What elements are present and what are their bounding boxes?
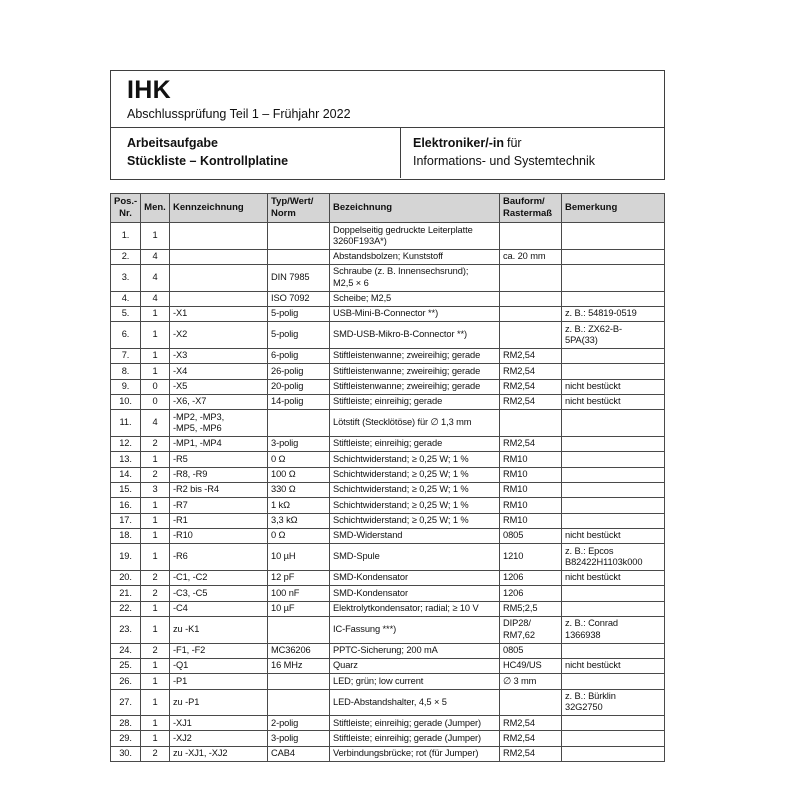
table-cell-bauform-rastermass: RM10 bbox=[500, 467, 562, 482]
exam-subtitle: Abschlussprüfung Teil 1 – Frühjahr 2022 bbox=[127, 106, 351, 121]
table-cell-bemerkung: nicht bestückt bbox=[562, 528, 665, 543]
column-header-bemerkung: Bemerkung bbox=[562, 194, 665, 223]
table-cell-typ-wert-norm: 6-polig bbox=[268, 348, 330, 363]
table-cell-bemerkung: z. B.: Bürklin 32G2750 bbox=[562, 689, 665, 716]
table-cell-typ-wert-norm bbox=[268, 249, 330, 264]
table-row bbox=[111, 586, 665, 601]
table-cell-men: 1 bbox=[141, 731, 170, 746]
table-cell-pos: 10. bbox=[111, 394, 141, 409]
table-cell-men: 1 bbox=[141, 601, 170, 616]
table-cell-kennzeichnung: -R2 bis -R4 bbox=[170, 482, 268, 497]
table-cell-bemerkung bbox=[562, 249, 665, 264]
table-cell-bemerkung bbox=[562, 586, 665, 601]
table-cell-bezeichnung: SMD-USB-Mikro-B-Connector **) bbox=[330, 322, 500, 349]
table-cell-typ-wert-norm: 10 µH bbox=[268, 544, 330, 571]
table-cell-bezeichnung: Stiftleistenwanne; zweireihig; gerade bbox=[330, 364, 500, 379]
header-box bbox=[110, 70, 665, 180]
column-header-bezeichnung: Bezeichnung bbox=[330, 194, 500, 223]
table-cell-bezeichnung: Schichtwiderstand; ≥ 0,25 W; 1 % bbox=[330, 498, 500, 513]
table-cell-bauform-rastermass: ca. 20 mm bbox=[500, 249, 562, 264]
table-cell-typ-wert-norm: 2-polig bbox=[268, 716, 330, 731]
table-cell-typ-wert-norm: 1 kΩ bbox=[268, 498, 330, 513]
table-cell-kennzeichnung: zu -P1 bbox=[170, 689, 268, 716]
table-cell-pos: 19. bbox=[111, 544, 141, 571]
table-cell-bezeichnung: Schichtwiderstand; ≥ 0,25 W; 1 % bbox=[330, 513, 500, 528]
table-cell-typ-wert-norm: 26-polig bbox=[268, 364, 330, 379]
table-cell-men: 0 bbox=[141, 379, 170, 394]
table-cell-bezeichnung: SMD-Widerstand bbox=[330, 528, 500, 543]
table-cell-bauform-rastermass: RM10 bbox=[500, 482, 562, 497]
table-row bbox=[111, 601, 665, 616]
table-row bbox=[111, 467, 665, 482]
table-cell-men: 1 bbox=[141, 223, 170, 250]
table-row bbox=[111, 482, 665, 497]
table-cell-men: 4 bbox=[141, 410, 170, 437]
table-cell-typ-wert-norm: 100 Ω bbox=[268, 467, 330, 482]
table-cell-bezeichnung: PPTC-Sicherung; 200 mA bbox=[330, 643, 500, 658]
table-cell-bemerkung: z. B.: 54819-0519 bbox=[562, 306, 665, 321]
profession-cell bbox=[401, 128, 664, 178]
table-cell-bezeichnung: IC-Fassung ***) bbox=[330, 616, 500, 643]
table-cell-typ-wert-norm: DIN 7985 bbox=[268, 264, 330, 291]
table-cell-pos: 26. bbox=[111, 674, 141, 689]
table-cell-bezeichnung: Stiftleiste; einreihig; gerade (Jumper) bbox=[330, 731, 500, 746]
table-row bbox=[111, 689, 665, 716]
table-cell-pos: 22. bbox=[111, 601, 141, 616]
table-cell-men: 1 bbox=[141, 452, 170, 467]
table-cell-pos: 8. bbox=[111, 364, 141, 379]
profession-field: Informations- und Systemtechnik bbox=[413, 153, 596, 168]
table-cell-kennzeichnung: -X6, -X7 bbox=[170, 394, 268, 409]
table-row bbox=[111, 674, 665, 689]
table-cell-pos: 21. bbox=[111, 586, 141, 601]
table-cell-typ-wert-norm: ISO 7092 bbox=[268, 291, 330, 306]
table-cell-bemerkung bbox=[562, 746, 665, 761]
table-row bbox=[111, 746, 665, 761]
task-cell bbox=[111, 128, 401, 178]
table-row bbox=[111, 570, 665, 585]
column-header-men: Men. bbox=[141, 194, 170, 223]
table-cell-pos: 5. bbox=[111, 306, 141, 321]
table-cell-pos: 29. bbox=[111, 731, 141, 746]
table-cell-men: 2 bbox=[141, 570, 170, 585]
table-cell-bezeichnung: LED; grün; low current bbox=[330, 674, 500, 689]
table-row bbox=[111, 731, 665, 746]
table-cell-typ-wert-norm bbox=[268, 410, 330, 437]
table-cell-bauform-rastermass: DIP28/ RM7,62 bbox=[500, 616, 562, 643]
table-cell-pos: 13. bbox=[111, 452, 141, 467]
table-cell-bemerkung bbox=[562, 264, 665, 291]
table-cell-kennzeichnung: -R7 bbox=[170, 498, 268, 513]
column-header-pos: Pos.- Nr. bbox=[111, 194, 141, 223]
column-header-typ-wert-norm: Typ/Wert/ Norm bbox=[268, 194, 330, 223]
table-cell-pos: 24. bbox=[111, 643, 141, 658]
table-cell-typ-wert-norm: 0 Ω bbox=[268, 528, 330, 543]
table-cell-men: 3 bbox=[141, 482, 170, 497]
header-top-section bbox=[111, 71, 664, 128]
table-cell-kennzeichnung: -R6 bbox=[170, 544, 268, 571]
table-row bbox=[111, 513, 665, 528]
table-row bbox=[111, 322, 665, 349]
table-cell-bemerkung: z. B.: Epcos B82422H1103k000 bbox=[562, 544, 665, 571]
table-cell-typ-wert-norm: 3-polig bbox=[268, 731, 330, 746]
table-cell-bezeichnung: Lötstift (Stecklötöse) für ∅ 1,3 mm bbox=[330, 410, 500, 437]
table-cell-pos: 9. bbox=[111, 379, 141, 394]
table-cell-typ-wert-norm: 16 MHz bbox=[268, 658, 330, 673]
table-header-row bbox=[111, 194, 665, 223]
table-cell-pos: 28. bbox=[111, 716, 141, 731]
table-cell-bauform-rastermass bbox=[500, 264, 562, 291]
org-title: IHK bbox=[127, 76, 171, 104]
table-row bbox=[111, 643, 665, 658]
table-cell-bauform-rastermass bbox=[500, 306, 562, 321]
table-cell-pos: 14. bbox=[111, 467, 141, 482]
table-cell-bezeichnung: Schichtwiderstand; ≥ 0,25 W; 1 % bbox=[330, 452, 500, 467]
table-cell-men: 4 bbox=[141, 249, 170, 264]
table-cell-men: 1 bbox=[141, 513, 170, 528]
table-row bbox=[111, 249, 665, 264]
table-row bbox=[111, 616, 665, 643]
table-cell-bezeichnung: SMD-Spule bbox=[330, 544, 500, 571]
table-cell-bauform-rastermass bbox=[500, 223, 562, 250]
table-row bbox=[111, 264, 665, 291]
table-cell-pos: 23. bbox=[111, 616, 141, 643]
table-cell-bauform-rastermass: RM2,54 bbox=[500, 394, 562, 409]
table-cell-bauform-rastermass bbox=[500, 410, 562, 437]
table-row bbox=[111, 544, 665, 571]
table-cell-kennzeichnung: -XJ2 bbox=[170, 731, 268, 746]
table-cell-bezeichnung: SMD-Kondensator bbox=[330, 570, 500, 585]
table-cell-bemerkung: nicht bestückt bbox=[562, 394, 665, 409]
table-cell-pos: 1. bbox=[111, 223, 141, 250]
table-row bbox=[111, 291, 665, 306]
table-cell-bezeichnung: Stiftleistenwanne; zweireihig; gerade bbox=[330, 379, 500, 394]
table-cell-kennzeichnung: -Q1 bbox=[170, 658, 268, 673]
table-cell-bauform-rastermass: RM5;2,5 bbox=[500, 601, 562, 616]
table-cell-bauform-rastermass: RM2,54 bbox=[500, 364, 562, 379]
table-cell-pos: 27. bbox=[111, 689, 141, 716]
table-cell-bezeichnung: Elektrolytkondensator; radial; ≥ 10 V bbox=[330, 601, 500, 616]
parts-table-body bbox=[111, 223, 665, 762]
table-cell-pos: 25. bbox=[111, 658, 141, 673]
table-cell-bauform-rastermass: 1206 bbox=[500, 570, 562, 585]
table-cell-bauform-rastermass: RM10 bbox=[500, 498, 562, 513]
table-cell-pos: 15. bbox=[111, 482, 141, 497]
table-cell-bauform-rastermass: RM10 bbox=[500, 513, 562, 528]
table-cell-kennzeichnung: -R10 bbox=[170, 528, 268, 543]
table-cell-bauform-rastermass bbox=[500, 322, 562, 349]
table-cell-bauform-rastermass: 1206 bbox=[500, 586, 562, 601]
table-cell-bezeichnung: USB-Mini-B-Connector **) bbox=[330, 306, 500, 321]
table-cell-bauform-rastermass bbox=[500, 689, 562, 716]
table-cell-men: 1 bbox=[141, 322, 170, 349]
table-cell-typ-wert-norm: 20-polig bbox=[268, 379, 330, 394]
table-cell-kennzeichnung: -R5 bbox=[170, 452, 268, 467]
table-cell-men: 2 bbox=[141, 746, 170, 761]
table-cell-bezeichnung: Schichtwiderstand; ≥ 0,25 W; 1 % bbox=[330, 482, 500, 497]
table-cell-typ-wert-norm bbox=[268, 674, 330, 689]
table-cell-typ-wert-norm: 12 pF bbox=[268, 570, 330, 585]
table-cell-men: 1 bbox=[141, 528, 170, 543]
table-cell-men: 2 bbox=[141, 467, 170, 482]
table-cell-kennzeichnung: -MP1, -MP4 bbox=[170, 436, 268, 451]
table-cell-kennzeichnung: zu -XJ1, -XJ2 bbox=[170, 746, 268, 761]
table-cell-bauform-rastermass: 0805 bbox=[500, 528, 562, 543]
table-cell-bauform-rastermass: 1210 bbox=[500, 544, 562, 571]
table-cell-kennzeichnung: -F1, -F2 bbox=[170, 643, 268, 658]
table-cell-bemerkung bbox=[562, 731, 665, 746]
table-cell-bemerkung bbox=[562, 498, 665, 513]
table-cell-kennzeichnung: -C1, -C2 bbox=[170, 570, 268, 585]
table-row bbox=[111, 452, 665, 467]
table-row bbox=[111, 716, 665, 731]
table-cell-bemerkung bbox=[562, 410, 665, 437]
table-cell-pos: 12. bbox=[111, 436, 141, 451]
table-cell-men: 2 bbox=[141, 586, 170, 601]
table-row bbox=[111, 436, 665, 451]
table-cell-bauform-rastermass: RM2,54 bbox=[500, 746, 562, 761]
table-row bbox=[111, 394, 665, 409]
table-cell-typ-wert-norm bbox=[268, 223, 330, 250]
table-cell-bemerkung bbox=[562, 348, 665, 363]
table-cell-men: 0 bbox=[141, 394, 170, 409]
table-cell-bemerkung bbox=[562, 452, 665, 467]
table-cell-men: 1 bbox=[141, 498, 170, 513]
table-cell-pos: 17. bbox=[111, 513, 141, 528]
table-cell-kennzeichnung: -X3 bbox=[170, 348, 268, 363]
table-cell-bezeichnung: SMD-Kondensator bbox=[330, 586, 500, 601]
table-cell-bemerkung: z. B.: Conrad 1366938 bbox=[562, 616, 665, 643]
table-cell-men: 1 bbox=[141, 689, 170, 716]
table-cell-bemerkung bbox=[562, 223, 665, 250]
table-cell-kennzeichnung bbox=[170, 291, 268, 306]
table-cell-typ-wert-norm: CAB4 bbox=[268, 746, 330, 761]
table-cell-typ-wert-norm: 5-polig bbox=[268, 322, 330, 349]
table-cell-men: 1 bbox=[141, 306, 170, 321]
task-label: Arbeitsaufgabe bbox=[127, 136, 218, 150]
table-cell-pos: 20. bbox=[111, 570, 141, 585]
table-cell-typ-wert-norm: 3-polig bbox=[268, 436, 330, 451]
table-cell-men: 1 bbox=[141, 364, 170, 379]
table-row bbox=[111, 223, 665, 250]
header-bottom-section bbox=[111, 128, 664, 178]
task-name: Stückliste – Kontrollplatine bbox=[127, 153, 289, 168]
table-cell-men: 1 bbox=[141, 544, 170, 571]
table-cell-bemerkung bbox=[562, 601, 665, 616]
table-cell-kennzeichnung: -P1 bbox=[170, 674, 268, 689]
table-cell-men: 2 bbox=[141, 643, 170, 658]
table-cell-typ-wert-norm: 100 nF bbox=[268, 586, 330, 601]
table-cell-bauform-rastermass bbox=[500, 291, 562, 306]
table-cell-typ-wert-norm bbox=[268, 689, 330, 716]
table-cell-typ-wert-norm: 10 µF bbox=[268, 601, 330, 616]
table-cell-typ-wert-norm: 330 Ω bbox=[268, 482, 330, 497]
table-cell-bauform-rastermass: RM10 bbox=[500, 452, 562, 467]
table-cell-bauform-rastermass: ∅ 3 mm bbox=[500, 674, 562, 689]
table-cell-men: 1 bbox=[141, 616, 170, 643]
table-cell-kennzeichnung: -XJ1 bbox=[170, 716, 268, 731]
table-cell-typ-wert-norm: 3,3 kΩ bbox=[268, 513, 330, 528]
table-cell-men: 1 bbox=[141, 348, 170, 363]
profession-title: Elektroniker/-in bbox=[413, 136, 504, 150]
table-cell-bemerkung: z. B.: ZX62-B- 5PA(33) bbox=[562, 322, 665, 349]
table-cell-kennzeichnung: -X2 bbox=[170, 322, 268, 349]
table-cell-men: 2 bbox=[141, 436, 170, 451]
table-row bbox=[111, 528, 665, 543]
table-cell-bemerkung bbox=[562, 364, 665, 379]
table-cell-bemerkung: nicht bestückt bbox=[562, 379, 665, 394]
table-cell-bauform-rastermass: RM2,54 bbox=[500, 436, 562, 451]
table-row bbox=[111, 364, 665, 379]
table-cell-typ-wert-norm: 14-polig bbox=[268, 394, 330, 409]
profession-line bbox=[413, 135, 654, 153]
table-cell-men: 1 bbox=[141, 716, 170, 731]
table-row bbox=[111, 658, 665, 673]
table-cell-bemerkung bbox=[562, 643, 665, 658]
table-cell-men: 4 bbox=[141, 291, 170, 306]
table-cell-pos: 30. bbox=[111, 746, 141, 761]
table-row bbox=[111, 348, 665, 363]
table-cell-bauform-rastermass: 0805 bbox=[500, 643, 562, 658]
table-cell-bemerkung bbox=[562, 513, 665, 528]
table-cell-bemerkung bbox=[562, 467, 665, 482]
table-row bbox=[111, 379, 665, 394]
table-cell-kennzeichnung: -X1 bbox=[170, 306, 268, 321]
table-cell-pos: 6. bbox=[111, 322, 141, 349]
table-cell-men: 1 bbox=[141, 658, 170, 673]
table-cell-bemerkung: nicht bestückt bbox=[562, 570, 665, 585]
table-cell-bauform-rastermass: RM2,54 bbox=[500, 731, 562, 746]
table-cell-bezeichnung: Doppelseitig gedruckte Leiterplatte 3260F193A*) bbox=[330, 223, 500, 250]
table-cell-bemerkung bbox=[562, 716, 665, 731]
table-cell-bauform-rastermass: RM2,54 bbox=[500, 716, 562, 731]
table-cell-kennzeichnung: zu -K1 bbox=[170, 616, 268, 643]
table-cell-kennzeichnung bbox=[170, 264, 268, 291]
table-cell-kennzeichnung bbox=[170, 249, 268, 264]
table-cell-kennzeichnung: -C3, -C5 bbox=[170, 586, 268, 601]
table-cell-men: 1 bbox=[141, 674, 170, 689]
table-cell-pos: 2. bbox=[111, 249, 141, 264]
table-cell-bauform-rastermass: HC49/US bbox=[500, 658, 562, 673]
table-row bbox=[111, 306, 665, 321]
table-cell-bezeichnung: Stiftleistenwanne; zweireihig; gerade bbox=[330, 348, 500, 363]
table-cell-pos: 3. bbox=[111, 264, 141, 291]
table-cell-typ-wert-norm: MC36206 bbox=[268, 643, 330, 658]
table-cell-bezeichnung: Scheibe; M2,5 bbox=[330, 291, 500, 306]
table-cell-bezeichnung: Abstandsbolzen; Kunststoff bbox=[330, 249, 500, 264]
table-row bbox=[111, 498, 665, 513]
table-cell-pos: 18. bbox=[111, 528, 141, 543]
table-cell-bezeichnung: Stiftleiste; einreihig; gerade bbox=[330, 436, 500, 451]
table-cell-pos: 16. bbox=[111, 498, 141, 513]
table-cell-kennzeichnung: -R1 bbox=[170, 513, 268, 528]
table-cell-pos: 4. bbox=[111, 291, 141, 306]
table-cell-bezeichnung: Stiftleiste; einreihig; gerade (Jumper) bbox=[330, 716, 500, 731]
table-cell-kennzeichnung: -C4 bbox=[170, 601, 268, 616]
table-cell-bemerkung bbox=[562, 291, 665, 306]
table-cell-bauform-rastermass: RM2,54 bbox=[500, 348, 562, 363]
table-cell-kennzeichnung: -R8, -R9 bbox=[170, 467, 268, 482]
parts-table bbox=[110, 193, 665, 762]
table-cell-bezeichnung: Stiftleiste; einreihig; gerade bbox=[330, 394, 500, 409]
table-cell-bezeichnung: Schichtwiderstand; ≥ 0,25 W; 1 % bbox=[330, 467, 500, 482]
table-cell-typ-wert-norm: 0 Ω bbox=[268, 452, 330, 467]
column-header-kennzeichnung: Kennzeichnung bbox=[170, 194, 268, 223]
table-cell-bezeichnung: Quarz bbox=[330, 658, 500, 673]
table-cell-bemerkung: nicht bestückt bbox=[562, 658, 665, 673]
profession-suffix: für bbox=[507, 136, 522, 150]
table-cell-typ-wert-norm: 5-polig bbox=[268, 306, 330, 321]
column-header-bauform-rastermass: Bauform/ Rastermaß bbox=[500, 194, 562, 223]
table-cell-kennzeichnung: -X4 bbox=[170, 364, 268, 379]
table-cell-pos: 11. bbox=[111, 410, 141, 437]
table-cell-bezeichnung: Schraube (z. B. Innensechsrund); M2,5 × 6 bbox=[330, 264, 500, 291]
table-cell-bemerkung bbox=[562, 482, 665, 497]
table-cell-bauform-rastermass: RM2,54 bbox=[500, 379, 562, 394]
table-cell-kennzeichnung: -MP2, -MP3, -MP5, -MP6 bbox=[170, 410, 268, 437]
table-cell-pos: 7. bbox=[111, 348, 141, 363]
table-cell-bemerkung bbox=[562, 674, 665, 689]
table-cell-bemerkung bbox=[562, 436, 665, 451]
table-cell-bezeichnung: Verbindungsbrücke; rot (für Jumper) bbox=[330, 746, 500, 761]
table-cell-men: 4 bbox=[141, 264, 170, 291]
table-cell-kennzeichnung bbox=[170, 223, 268, 250]
table-cell-bezeichnung: LED-Abstandshalter, 4,5 × 5 bbox=[330, 689, 500, 716]
table-cell-typ-wert-norm bbox=[268, 616, 330, 643]
table-row bbox=[111, 410, 665, 437]
table-cell-kennzeichnung: -X5 bbox=[170, 379, 268, 394]
